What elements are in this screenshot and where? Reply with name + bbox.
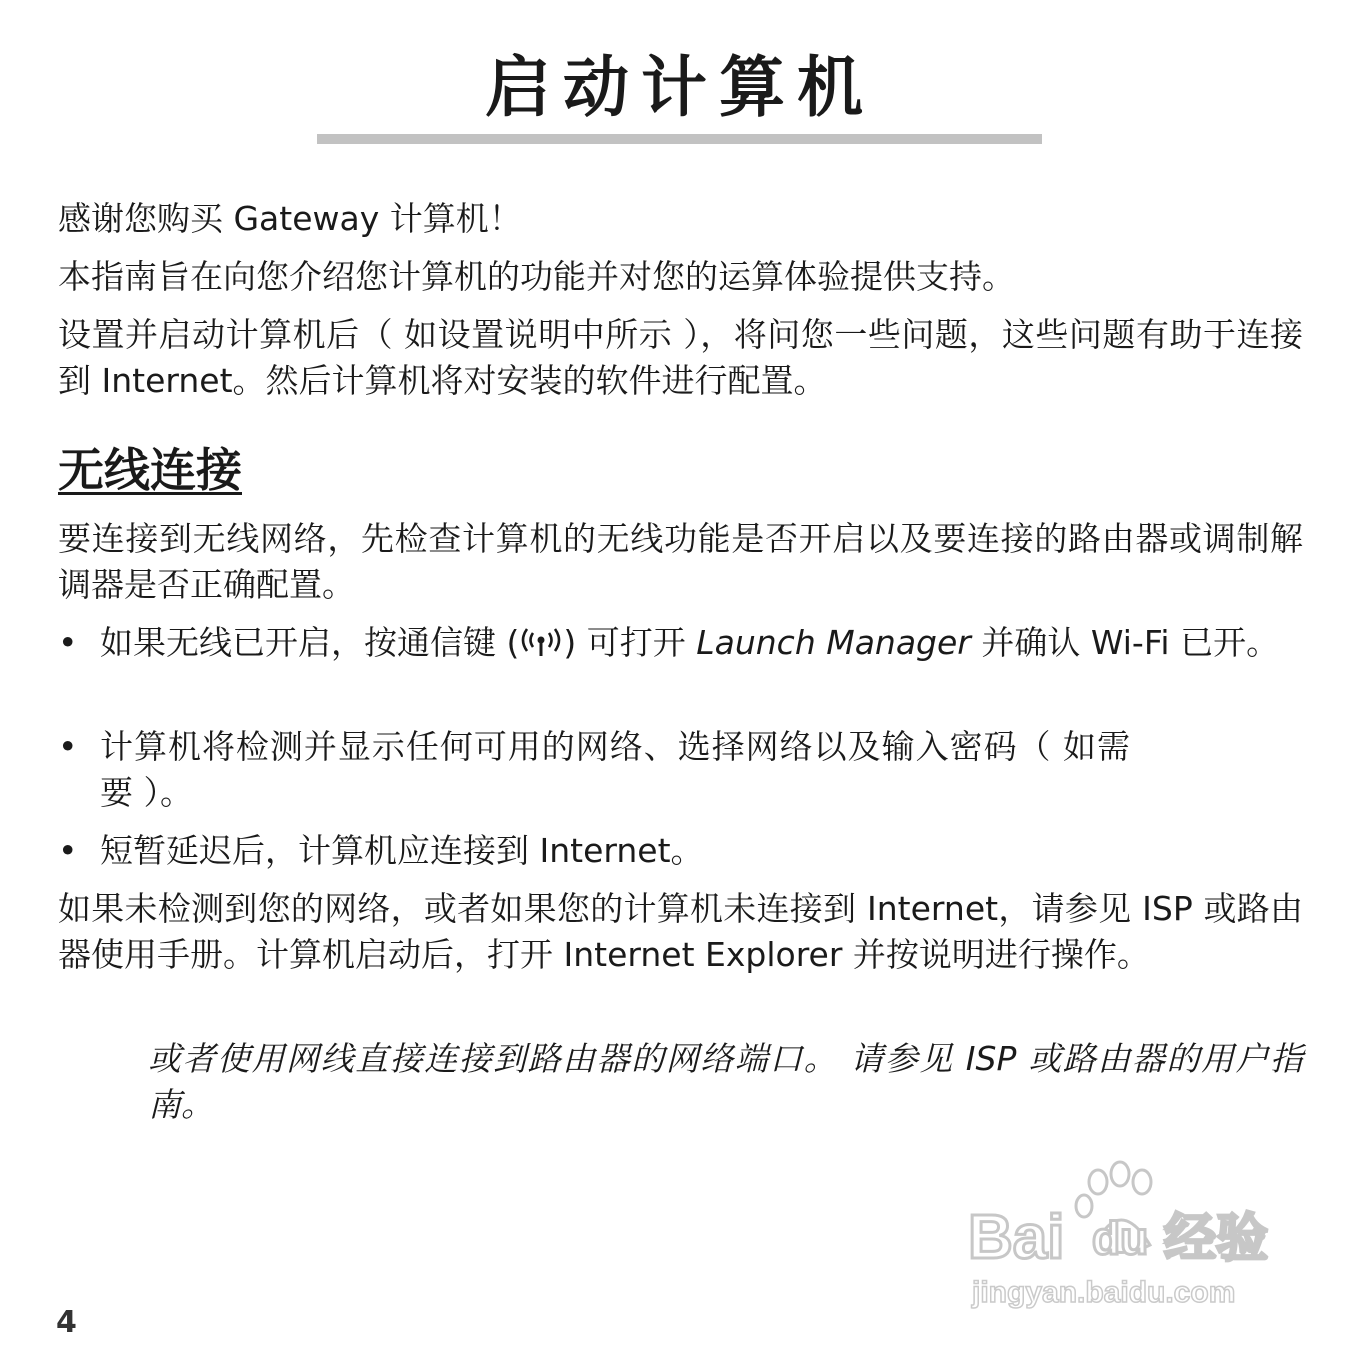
page-number: 4: [56, 1305, 77, 1340]
bullet-dot: •: [58, 831, 78, 870]
bullet-dot: •: [58, 623, 78, 662]
wireless-intro: 要连接到无线网络，先检查计算机的无线功能是否开启以及要连接的路由器或调制解调器是否正确配置。: [58, 519, 1303, 604]
section-heading-wireless: 无线连接: [58, 443, 242, 497]
wireless-troubleshoot: 如果未检测到您的网络，或者如果您的计算机未连接到 Internet，请参见 ISP 或路由器使用手册。计算机启动后，打开 Internet Explorer 并按说明进行操作。: [58, 889, 1303, 974]
list-item-text: 如果无线已开启，按通信键 ( ) 可打开 Launch Manager 并确认 Wi-Fi 已开。: [100, 623, 1280, 662]
title-underline-bar: [317, 134, 1042, 144]
svg-text:Bai: Bai: [968, 1203, 1065, 1272]
svg-text:jingyan.baidu.com: jingyan.baidu.com: [972, 1276, 1236, 1309]
page-title: 启动计算机: [485, 49, 875, 126]
list-item-text: 短暂延迟后，计算机应连接到 Internet。: [100, 831, 704, 870]
list-item-text: 计算机将检测并显示任何可用的网络、选择网络以及输入密码（ 如需要 ）。: [100, 727, 1130, 812]
wireless-key-icon: [519, 626, 563, 660]
intro-guide: 本指南旨在向您介绍您计算机的功能并对您的运算体验提供支持。: [58, 257, 1015, 296]
launch-manager-label: Launch Manager: [696, 623, 971, 662]
svg-text:经验: 经验: [1164, 1210, 1269, 1268]
bullet-dot: •: [58, 727, 78, 766]
wired-connection-note: 或者使用网线直接连接到路由器的网络端口。 请参见 ISP 或路由器的用户指南。: [148, 1039, 1303, 1124]
baidu-jingyan-watermark: [960, 1150, 1290, 1320]
list-item: [58, 620, 1303, 666]
intro-thanks: 感谢您购买 Gateway 计算机！: [58, 199, 522, 238]
svg-text:du: du: [1092, 1212, 1149, 1264]
list-item: [58, 724, 1303, 816]
list-item: [58, 828, 1303, 874]
intro-setup: 设置并启动计算机后（ 如设置说明中所示 ），将问您一些问题，这些问题有助于连接到 Internet。然后计算机将对安装的软件进行配置。: [58, 315, 1303, 400]
